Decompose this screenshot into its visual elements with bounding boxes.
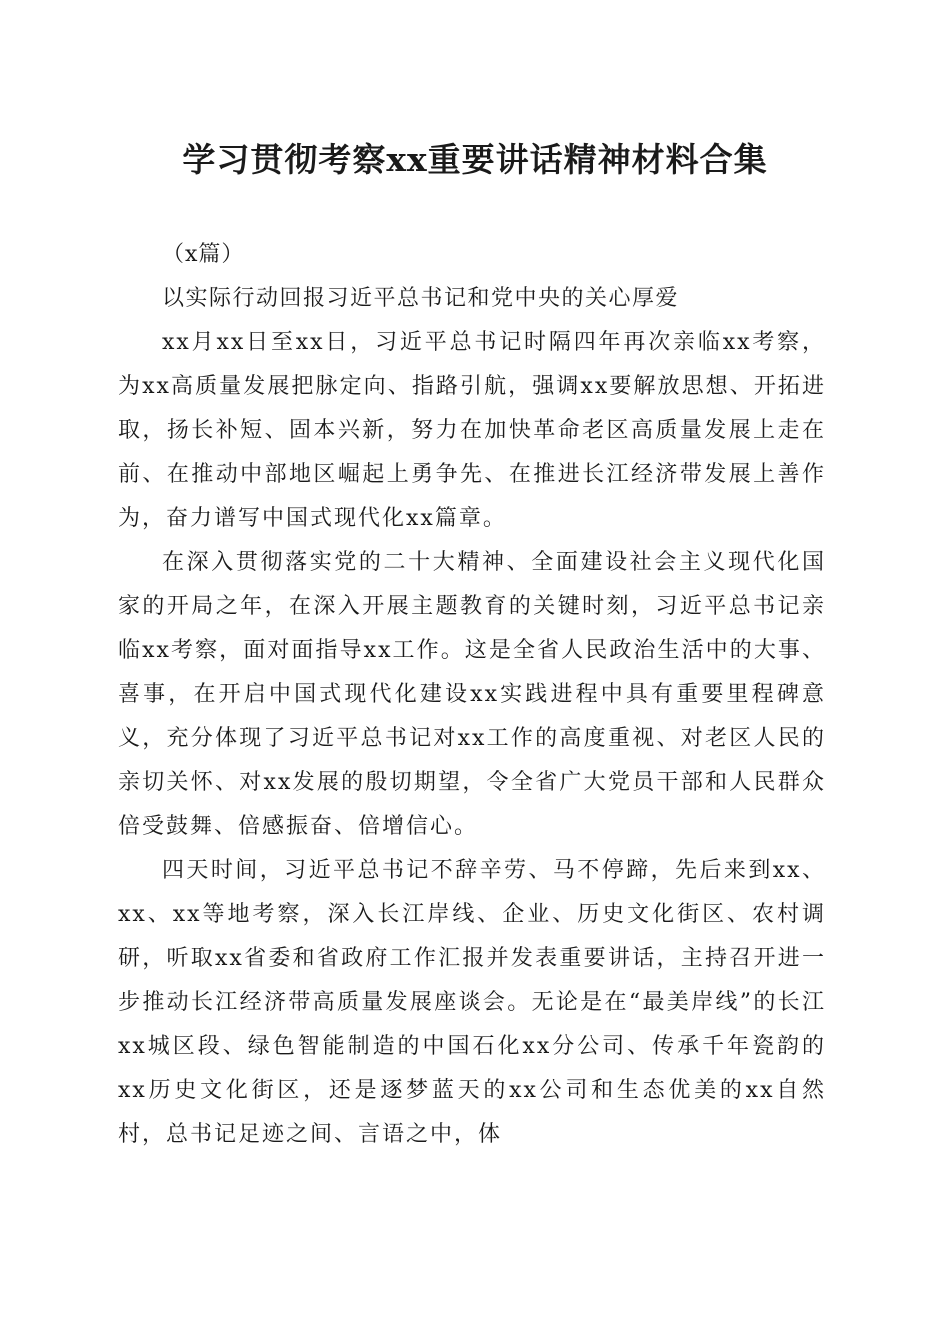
part-label: （x篇） (162, 242, 245, 267)
document-body (118, 233, 826, 1157)
paragraph: 在深入贯彻落实党的二十大精神、全面建设社会主义现代化国家的开局之年，在深入开展主题教育的关键时刻，习近平总书记亲临xx考察，面对面指导xx工作。这是全省人民政治生活中的大事、喜事，在开启中国式现代化建设xx实践进程中具有重要里程碑意义，充分体现了习近平总书记对xx工作的高度重视、对老区人民的亲切关怀、对xx发展的殷切期望，令全省广大党员干部和人民群众倍受鼓舞、倍感振奋、倍增信心。 (118, 550, 826, 839)
paragraph: xx月xx日至xx日，习近平总书记时隔四年再次亲临xx考察，为xx高质量发展把脉定向、指路引航，强调xx要解放思想、开拓进取，扬长补短、固本兴新，努力在加快革命老区高质量发展上走在前、在推动中部地区崛起上勇争先、在推进长江经济带发展上善作为，奋力谱写中国式现代化xx篇章。 (118, 330, 826, 531)
article-title: 以实际行动回报习近平总书记和党中央的关心厚爱 (162, 286, 680, 311)
document-title: 学习贯彻考察xx重要讲话精神材料合集 (182, 140, 768, 179)
paragraph: 四天时间，习近平总书记不辞辛劳、马不停蹄，先后来到xx、xx、xx等地考察，深入长江岸线、企业、历史文化街区、农村调研，听取xx省委和省政府工作汇报并发表重要讲话，主持召开进一步推动长江经济带高质量发展座谈会。无论是在“最美岸线”的长江xx城区段、绿色智能制造的中国石化xx分公司、传承千年瓷韵的xx历史文化街区，还是逐梦蓝天的xx公司和生态优美的xx自然村，总书记足迹之间、言语之中，体 (118, 858, 826, 1147)
